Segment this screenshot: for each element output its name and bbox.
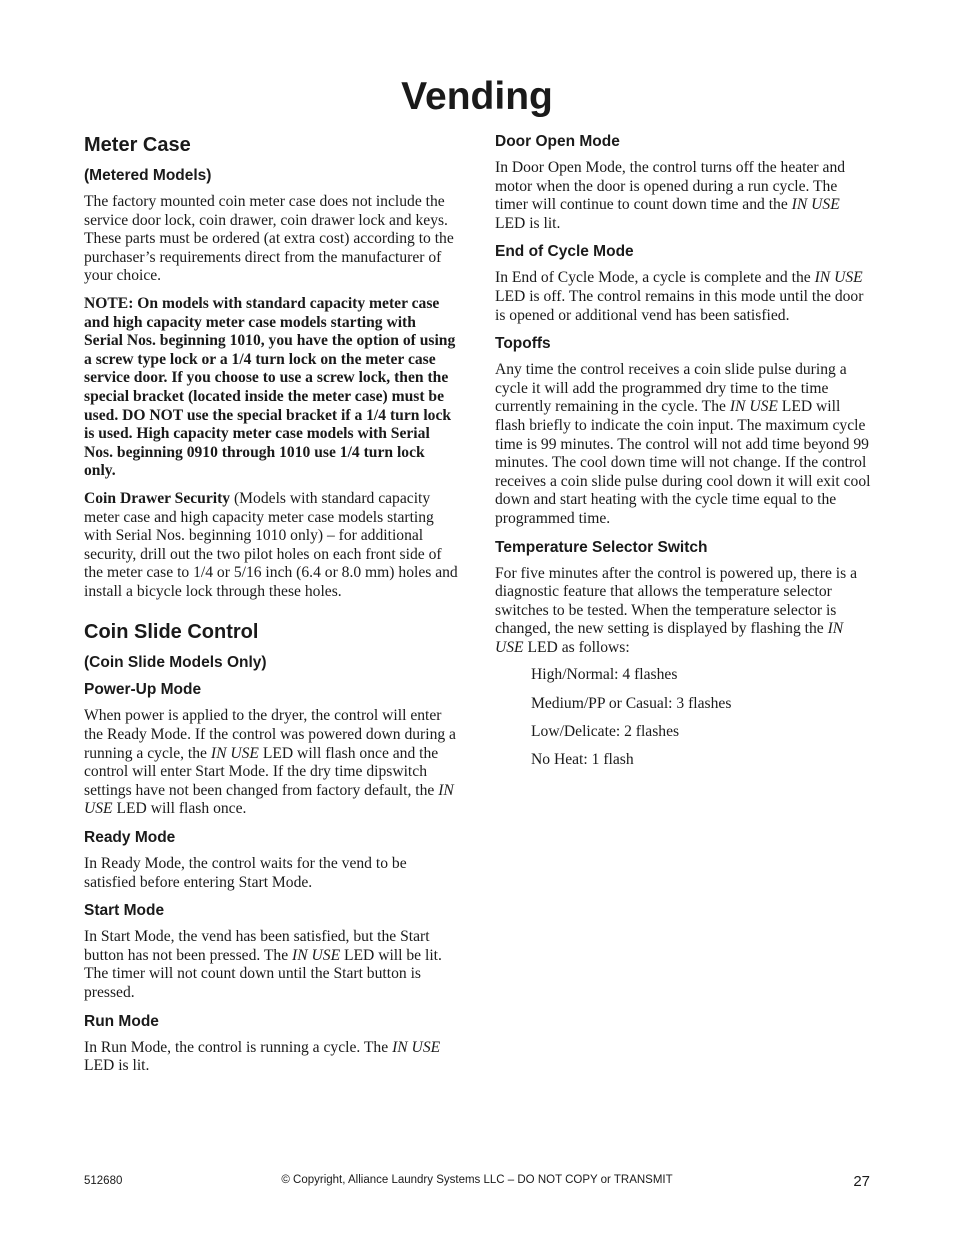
temperature-selector-text	[495, 565, 871, 658]
start-text-1: In Start Mode, the vend has been satisfied, but the Start button has not been pressed. The	[84, 928, 430, 964]
page-title: Vending	[401, 75, 553, 118]
in-use-label: IN USE	[791, 196, 840, 214]
page-number: 27	[853, 1173, 870, 1190]
in-use-label: IN USE	[729, 398, 778, 416]
start-mode-heading: Start Mode	[84, 902, 165, 920]
power-up-text-2: LED will flash once and the control will enter Start Mode. If the dry time dipswitch settings have not been changed from factory default, the	[84, 744, 439, 799]
coin-drawer-security-label: Coin Drawer Security	[84, 489, 231, 507]
run-mode-heading: Run Mode	[84, 1012, 159, 1030]
coin-slide-heading: Coin Slide Control	[84, 621, 259, 644]
metered-models-subheading: (Metered Models)	[84, 167, 212, 184]
power-up-text-1: When power is applied to the dryer, the control will enter the Ready Mode. If the control was powered down during a running a cycle, the	[84, 707, 456, 762]
list-item: No Heat: 1 flash	[531, 750, 634, 768]
in-use-label: IN USE	[210, 744, 259, 762]
meter-case-note: NOTE: On models with standard capacity meter case and high capacity meter case models starting with Serial Nos. beginning 1010, you have the option of using a screw type lock or a 1/4 turn lock on the meter case service door. If you choose to use a screw lock, then the special bracket (located inside the meter case) must be used. DO NOT use the special bracket if a 1/4 turn lock is used. High capacity meter case models with Serial Nos. beginning 0910 through 1010 use 1/4 turn lock only.	[84, 294, 456, 480]
topoffs-text-2: LED will flash briefly to indicate the coin input. The maximum cycle time is 99 minutes. The control will not add time beyond 99 minutes. The cool down time will not change. If the control receives a coin slide pulse during cool down it will exit cool down and start heating with the cycle time equal to the programmed time.	[495, 398, 871, 527]
in-use-label: IN USE	[814, 269, 863, 287]
list-item: Medium/PP or Casual: 3 flashes	[531, 694, 732, 712]
coin-drawer-security-paragraph	[84, 490, 458, 602]
coin-slide-subheading: (Coin Slide Models Only)	[84, 654, 267, 672]
left-column	[84, 132, 458, 1085]
in-use-label: IN USE	[84, 781, 454, 818]
ready-mode-heading: Ready Mode	[84, 829, 176, 847]
topoffs-heading: Topoffs	[495, 335, 551, 353]
right-column	[495, 132, 871, 779]
in-use-label: IN USE	[392, 1038, 441, 1056]
meter-case-heading: Meter Case	[84, 134, 191, 156]
start-mode-text	[84, 928, 458, 1002]
page-footer	[84, 1173, 870, 1193]
power-up-text-3: LED will flash once.	[112, 800, 247, 818]
topoffs-text-1: Any time the control receives a coin slide pulse during a cycle it will add the programmed dry time to the time currently remaining in the cycle. The	[495, 361, 847, 416]
temperature-text-2: LED as follows:	[523, 638, 630, 656]
ready-mode-text: In Ready Mode, the control waits for the vend to be satisfied before entering Start Mode.	[84, 855, 407, 891]
copyright-notice: © Copyright, Alliance Laundry Systems LLC – DO NOT COPY or TRANSMIT	[281, 1174, 673, 1186]
in-use-label: IN USE	[292, 946, 341, 964]
start-text-2: LED will be lit. The timer will not count down until the Start button is pressed.	[84, 946, 442, 1001]
door-open-mode-heading: Door Open Mode	[495, 133, 620, 150]
door-open-mode-text	[495, 159, 871, 233]
door-open-text-1: In Door Open Mode, the control turns off the heater and motor when the door is opened during a run cycle. The timer will continue to count down time and the	[495, 159, 846, 214]
door-open-text-2: LED is lit.	[495, 214, 561, 232]
coin-drawer-security-text: (Models with standard capacity meter case and high capacity meter case models starting with Serial Nos. beginning 1010 only) – for additional security, drill out the two pilot holes on each front side of the meter case to 1/4 or 5/16 inch (6.4 or 8.0 mm) holes and install a bicycle lock through these holes.	[84, 489, 458, 600]
power-up-mode-text	[84, 707, 458, 819]
meter-case-intro: The factory mounted coin meter case does not include the service door lock, coin drawer, coin drawer lock and keys. These parts must be ordered (at extra cost) according to the purchaser’s requirements direct from the manufacturer of your choice.	[84, 193, 454, 285]
list-item: Low/Delicate: 2 flashes	[531, 722, 680, 740]
run-mode-text	[84, 1039, 458, 1076]
temperature-text-1: For five minutes after the control is powered up, there is a diagnostic feature that allows the temperature selector switches to be tested. When the temperature selector is changed, the new setting is displayed by flashing the	[495, 564, 858, 638]
run-text-1: In Run Mode, the control is running a cycle. The	[84, 1038, 393, 1056]
topoffs-text	[495, 361, 871, 528]
flash-list	[531, 666, 871, 769]
end-of-cycle-text-1: In End of Cycle Mode, a cycle is complete and the	[495, 269, 815, 287]
run-text-2: LED is lit.	[84, 1057, 150, 1075]
end-of-cycle-text-2: LED is off. The control remains in this mode until the door is opened or additional vend has been satisfied.	[495, 287, 864, 324]
power-up-mode-heading: Power-Up Mode	[84, 681, 202, 699]
end-of-cycle-mode-text	[495, 269, 871, 325]
end-of-cycle-mode-heading: End of Cycle Mode	[495, 243, 634, 261]
in-use-label: IN USE	[495, 620, 844, 656]
document-number: 512680	[84, 1175, 123, 1187]
temperature-selector-heading: Temperature Selector Switch	[495, 538, 708, 556]
list-item: High/Normal: 4 flashes	[531, 666, 678, 684]
